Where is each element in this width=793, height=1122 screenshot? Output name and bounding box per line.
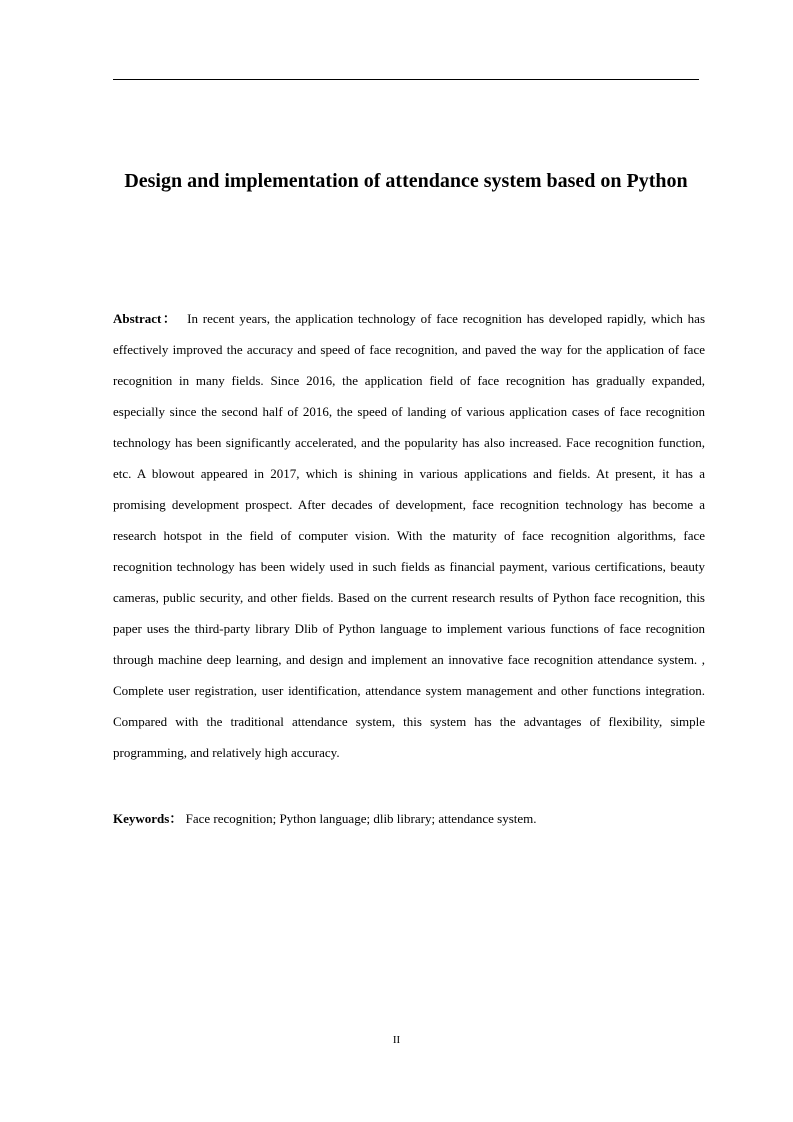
keywords-text: Face recognition; Python language; dlib library; attendance system. [185,811,537,826]
abstract-spacer [178,311,188,326]
header-rule [113,79,699,80]
keywords-label: Keywords： [113,811,183,826]
abstract-text: In recent years, the application technology of face recognition has developed rapidly, which has effectively improved the accuracy and speed of face recognition, and paved the way for the application of face recognition in many fields. Since 2016, the application field of face recognition has gradually expanded, especially since the second half of 2016, the speed of landing of various application cases of face recognition technology has been significantly accelerated, and the popularity has also increased. Face recognition function, etc. A blowout appeared in 2017, which is shining in various applications and fields. At present, it has a promising development prospect. After decades of development, face recognition technology has become a research hotspot in the field of computer vision. With the maturity of face recognition algorithms, face recognition technology has been widely used in such fields as financial payment, various certifications, beauty cameras, public security, and other fields. Based on the current research results of Python face recognition, this paper uses the third-party library Dlib of Python language to implement various functions of face recognition through machine deep learning, and design and implement an innovative face recognition attendance system. , Complete user registration, user identification, attendance system management and other functions integration. Compared with the traditional attendance system, this system has the advantages of flexibility, simple programming, and relatively high accuracy. [113,311,706,760]
abstract-label: Abstract： [113,311,178,326]
document-title: Design and implementation of attendance system based on Python [124,170,688,192]
page-number: II [392,1034,401,1046]
keywords-paragraph [113,803,699,834]
abstract-paragraph [113,303,705,768]
